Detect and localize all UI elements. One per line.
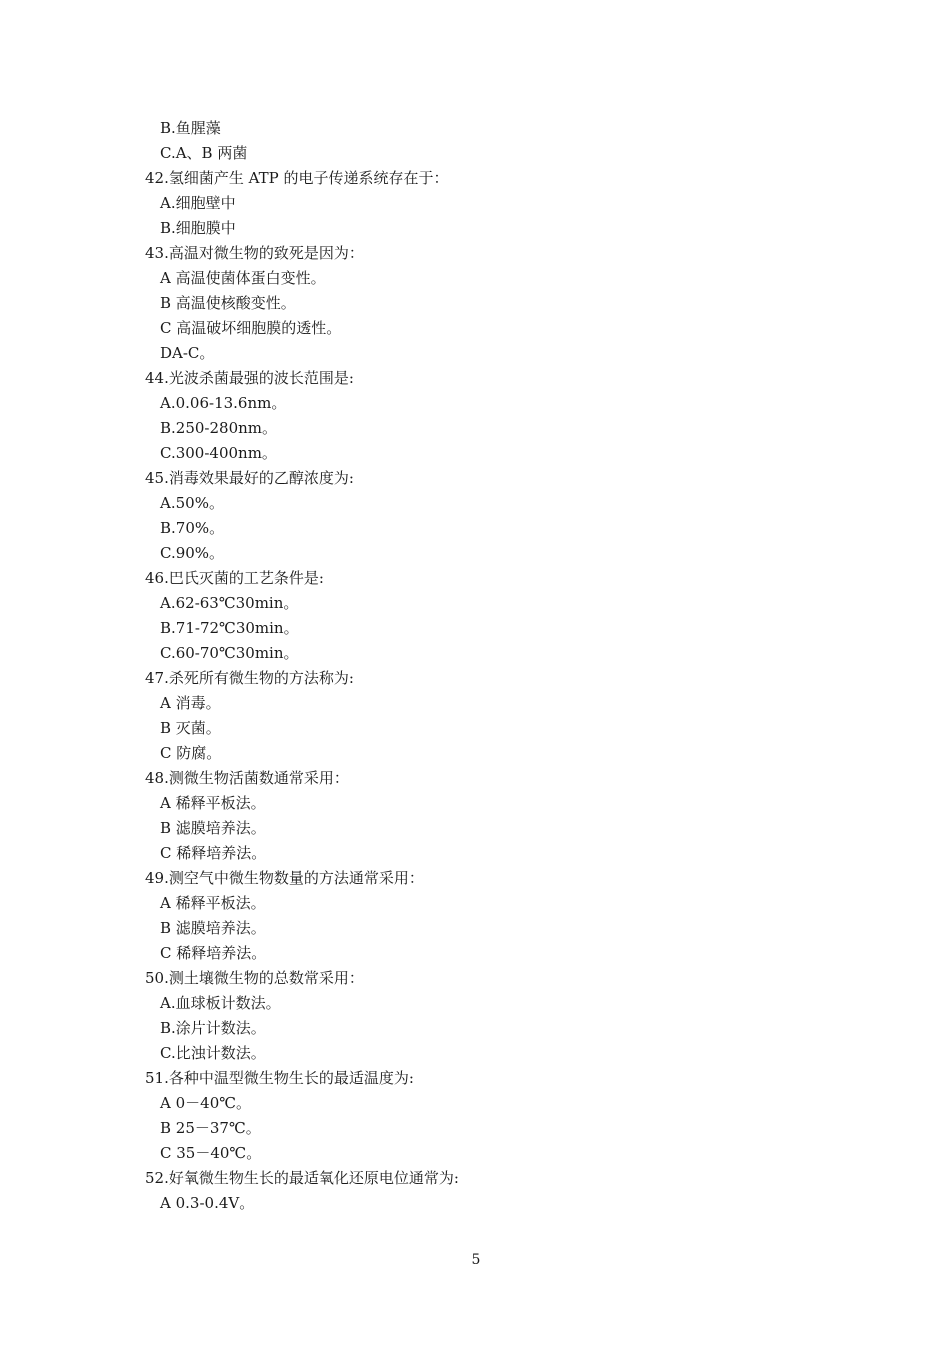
answer-option: B.71-72℃30min。 (160, 619, 299, 637)
answer-option: A.0.06-13.6nm。 (160, 394, 287, 412)
answer-option: B.涂片计数法。 (160, 1019, 266, 1037)
answer-option: C.90%。 (160, 544, 225, 562)
answer-option: B 滤膜培养法。 (160, 819, 266, 837)
question-43: 43.高温对微生物的致死是因为： (145, 244, 364, 262)
question-45: 45.消毒效果最好的乙醇浓度为: (145, 469, 354, 487)
question-47: 47.杀死所有微生物的方法称为: (145, 669, 354, 687)
answer-option: DA-C。 (160, 344, 215, 362)
answer-option: C 稀释培养法。 (160, 944, 267, 962)
answer-option: B 灭菌。 (160, 719, 221, 737)
answer-option: C.300-400nm。 (160, 444, 277, 462)
answer-option: C.A、B 两菌 (160, 144, 248, 162)
answer-option: A 高温使菌体蛋白变性。 (160, 269, 326, 287)
answer-option: A 稀释平板法。 (160, 794, 266, 812)
answer-option: C 稀释培养法。 (160, 844, 267, 862)
question-49: 49.测空气中微生物数量的方法通常采用： (145, 869, 424, 887)
document-body (145, 116, 845, 1216)
answer-option: A.血球板计数法。 (160, 994, 281, 1012)
question-51: 51.各种中温型微生物生长的最适温度为: (145, 1069, 414, 1087)
answer-option: A.62-63℃30min。 (160, 594, 299, 612)
answer-option: B.250-280nm。 (160, 419, 278, 437)
answer-option: A 稀释平板法。 (160, 894, 266, 912)
answer-option: A.50%。 (160, 494, 224, 512)
question-52: 52.好氧微生物生长的最适氧化还原电位通常为: (145, 1169, 459, 1187)
question-50: 50.测土壤微生物的总数常采用： (145, 969, 364, 987)
answer-option: C.60-70℃30min。 (160, 644, 299, 662)
answer-option: B.鱼腥藻 (160, 119, 221, 137)
question-42: 42.氢细菌产生 ATP 的电子传递系统存在于： (145, 169, 449, 187)
answer-option: C 35－40℃。 (160, 1144, 262, 1162)
answer-option: C.比浊计数法。 (160, 1044, 266, 1062)
answer-option: A.细胞壁中 (160, 194, 236, 212)
answer-option: B.70%。 (160, 519, 225, 537)
answer-option: A 消毒。 (160, 694, 221, 712)
answer-option: B 25－37℃。 (160, 1119, 261, 1137)
page-number: 5 (471, 1252, 481, 1268)
answer-option: B.细胞膜中 (160, 219, 236, 237)
answer-option: A 0－40℃。 (160, 1094, 252, 1112)
question-48: 48.测微生物活菌数通常采用： (145, 769, 349, 787)
answer-option: B 高温使核酸变性。 (160, 294, 296, 312)
answer-option: B 滤膜培养法。 (160, 919, 266, 937)
answer-option: C 防腐。 (160, 744, 222, 762)
question-46: 46.巴氏灭菌的工艺条件是: (145, 569, 324, 587)
question-44: 44.光波杀菌最强的波长范围是: (145, 369, 354, 387)
answer-option: A 0.3-0.4V。 (160, 1194, 255, 1212)
answer-option: C 高温破坏细胞膜的透性。 (160, 319, 342, 337)
